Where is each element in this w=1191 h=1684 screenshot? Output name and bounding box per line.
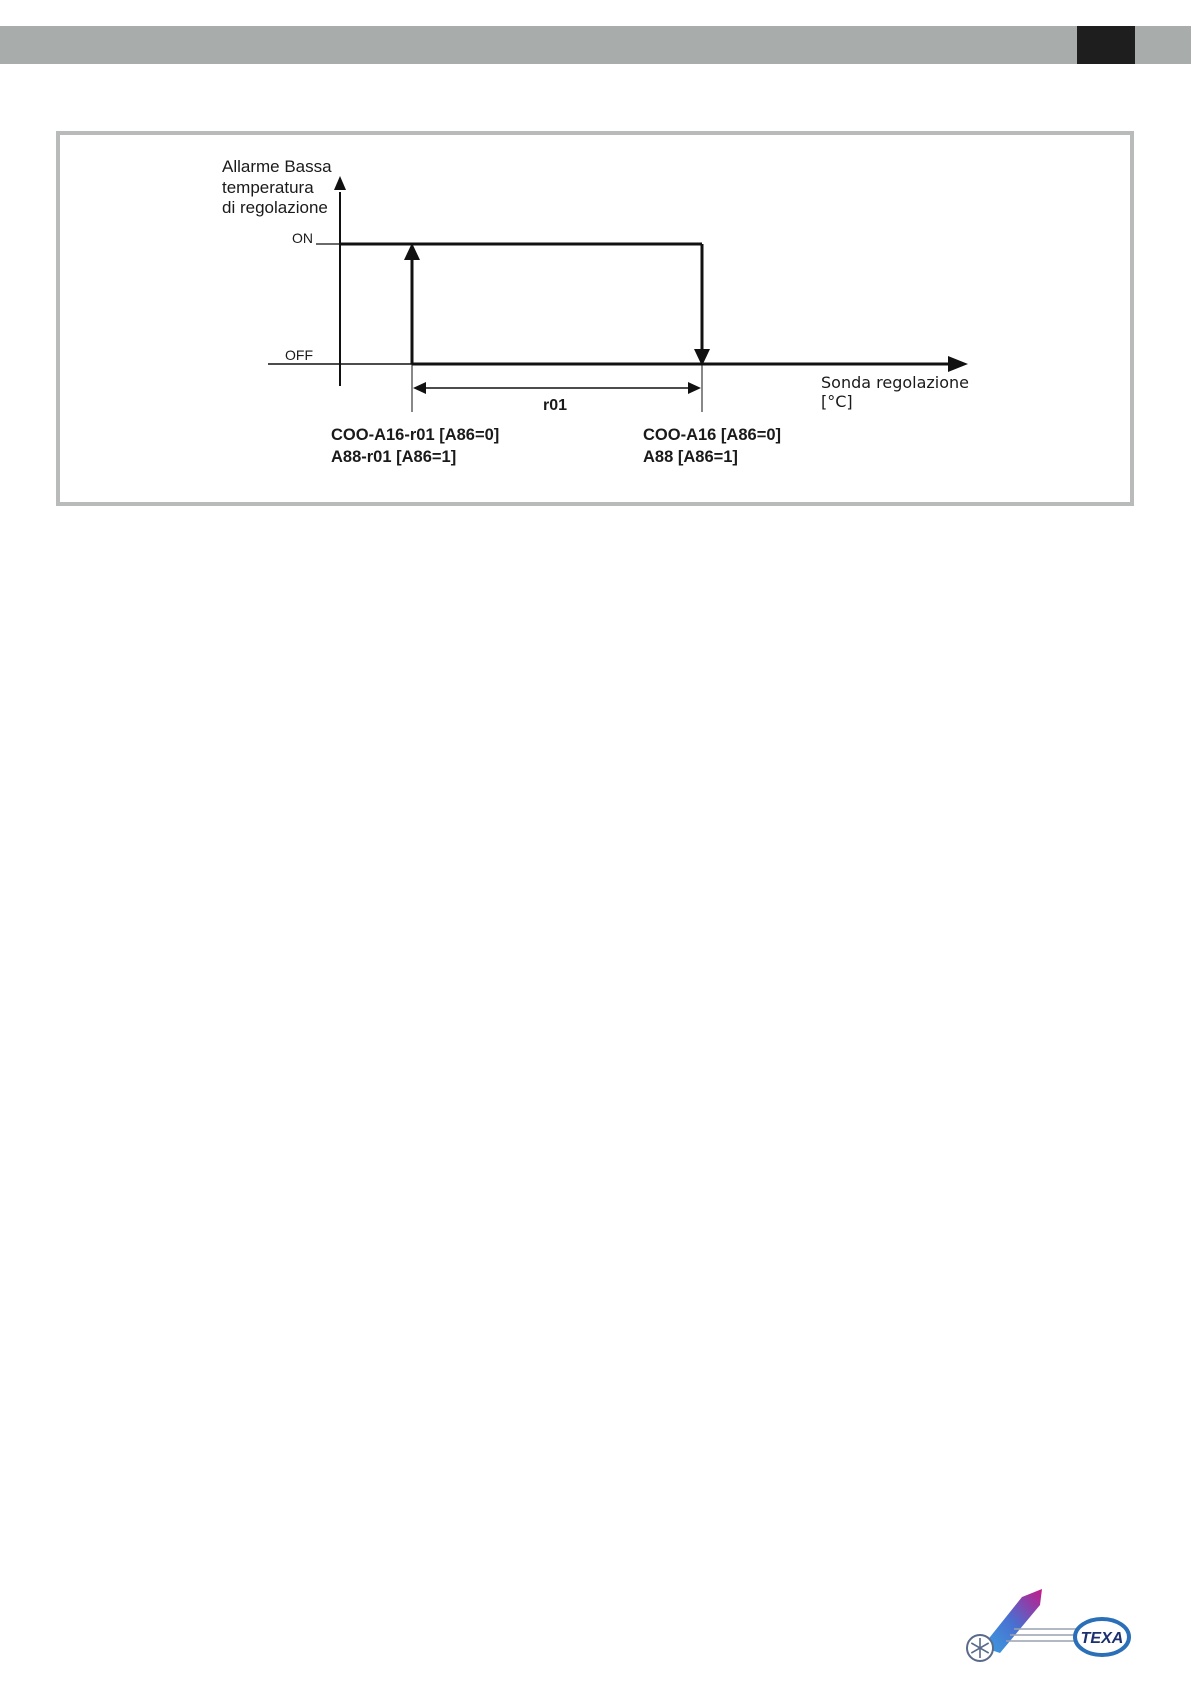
x-axis-label: Sonda regolazione [°C] xyxy=(821,373,970,411)
r01-left-arrowhead xyxy=(413,382,426,394)
logo-text: TEXA xyxy=(1080,1630,1124,1647)
r01-right-arrowhead xyxy=(688,382,701,394)
y-axis-arrowhead xyxy=(334,176,346,190)
left-threshold-label: COO-A16-r01 [A86=0] A88-r01 [A86=1] xyxy=(331,426,500,466)
hysteresis-diagram xyxy=(0,0,1191,520)
off-label: OFF xyxy=(285,347,313,363)
x-axis-arrowhead xyxy=(948,356,968,372)
right-threshold-label: COO-A16 [A86=0] A88 [A86=1] xyxy=(643,426,782,466)
snowflake-icon xyxy=(967,1635,993,1661)
r01-label: r01 xyxy=(543,397,568,414)
texa-logo xyxy=(962,1585,1142,1665)
y-axis-label: Allarme Bassa temperatura di regolazione xyxy=(222,157,332,217)
activation-arrowhead xyxy=(404,243,420,260)
on-label: ON xyxy=(292,230,313,246)
